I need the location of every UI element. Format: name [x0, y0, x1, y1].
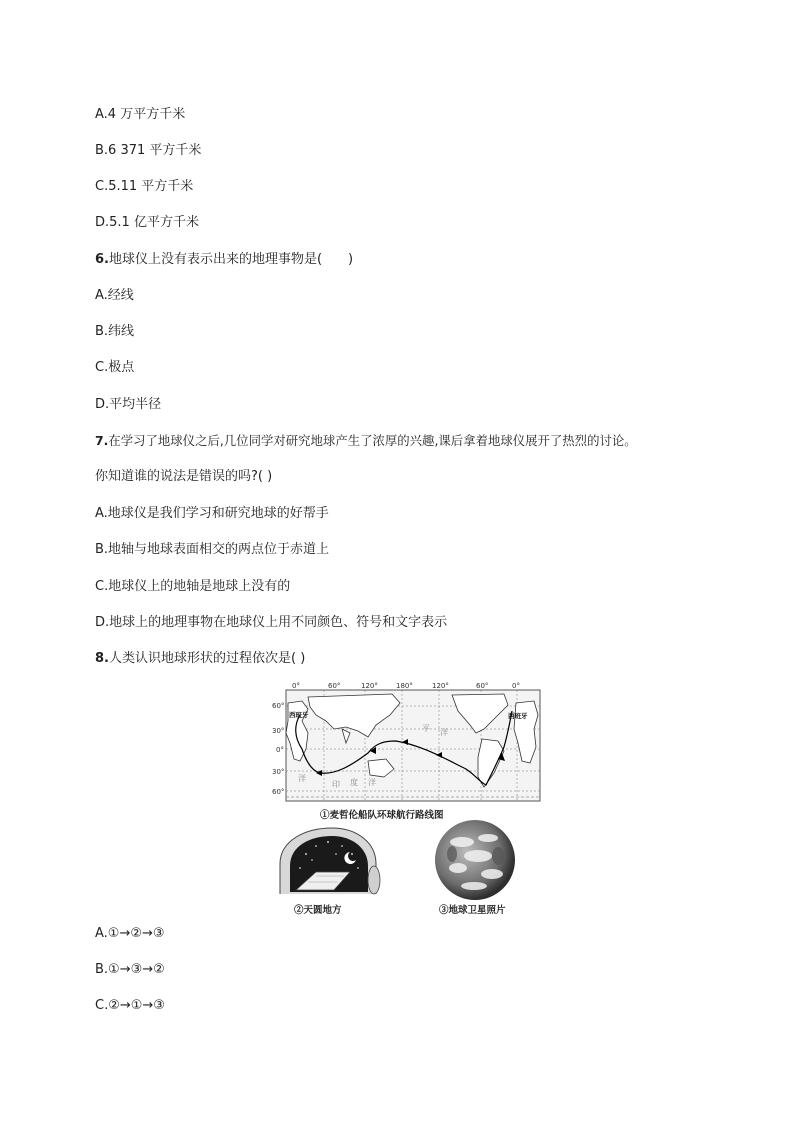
q6-option-b: B.纬线: [95, 324, 135, 339]
q6-number: 6.: [95, 252, 109, 267]
q7-stem-line1: [95, 433, 637, 449]
label-spain-left: 西班牙: [289, 711, 309, 719]
ocean-label: 洋: [440, 728, 448, 737]
magellan-route-map: [272, 681, 542, 805]
q7-text-line1: 在学习了地球仪之后,几位同学对研究地球产生了浓厚的兴趣,课后拿着地球仪展开了热烈的讨论。: [108, 433, 637, 448]
ocean-label: 洋: [368, 778, 376, 787]
q7-option-c: C.地球仪上的地轴是地球上没有的: [95, 579, 291, 594]
q7-stem-line2: 你知道谁的说法是错误的吗?( ): [95, 469, 273, 484]
map-left-tick: 30°: [272, 727, 285, 735]
q6-option-a: A.经线: [95, 288, 134, 303]
map-top-tick: 0°: [292, 682, 300, 690]
q5-option-a: A.4 万平方千米: [95, 107, 186, 122]
q8-option-b: B.①→③→②: [95, 962, 165, 977]
dome-end: [368, 866, 380, 894]
map-top-tick: 120°: [432, 682, 449, 690]
satellite-caption: ③地球卫星照片: [439, 905, 506, 916]
q8-stem: [95, 651, 305, 667]
map-left-tick: 60°: [272, 788, 285, 796]
q5-option-b: B.6 371 平方千米: [95, 143, 202, 158]
ocean-label: 洋: [298, 774, 306, 783]
ocean-label: 印: [332, 780, 340, 789]
map-left-tick: 60°: [272, 702, 285, 710]
q7-option-a: A.地球仪是我们学习和研究地球的好帮手: [95, 506, 329, 521]
q8-number: 8.: [95, 651, 109, 666]
q6-option-d: D.平均半径: [95, 397, 162, 412]
map-top-tick: 180°: [396, 682, 413, 690]
heaven-round-earth-square-illustration: [276, 824, 382, 898]
map-top-tick: 0°: [512, 682, 520, 690]
map-top-tick: 60°: [328, 682, 341, 690]
q5-option-d: D.5.1 亿平方千米: [95, 215, 199, 230]
q5-option-c: C.5.11 平方千米: [95, 179, 194, 194]
q7-option-d: D.地球上的地理事物在地球仪上用不同颜色、符号和文字表示: [95, 615, 448, 630]
q8-text: 人类认识地球形状的过程依次是( ): [108, 651, 306, 666]
q8-option-c: C.②→①→③: [95, 998, 165, 1013]
label-spain-right: 西班牙: [508, 712, 528, 720]
earth-satellite-photo: [432, 818, 518, 902]
q7-number: 7.: [95, 433, 109, 448]
q8-option-a: A.①→②→③: [95, 926, 165, 941]
ocean-label: 平: [422, 724, 430, 733]
map-left-tick: 30°: [272, 768, 285, 776]
map-top-tick: 60°: [476, 682, 489, 690]
q6-option-c: C.极点: [95, 360, 135, 375]
q7-option-b: B.地轴与地球表面相交的两点位于赤道上: [95, 542, 330, 557]
q6-text: 地球仪上没有表示出来的地理事物是( ): [108, 252, 354, 267]
heaven-caption: ②天圆地方: [294, 905, 342, 916]
map-top-tick: 120°: [361, 682, 378, 690]
map-left-tick: 0°: [276, 746, 284, 754]
ocean-label: 度: [350, 778, 358, 787]
q6-stem: [95, 252, 353, 268]
map-caption: ①麦哲伦船队环球航行路线图: [320, 810, 444, 821]
